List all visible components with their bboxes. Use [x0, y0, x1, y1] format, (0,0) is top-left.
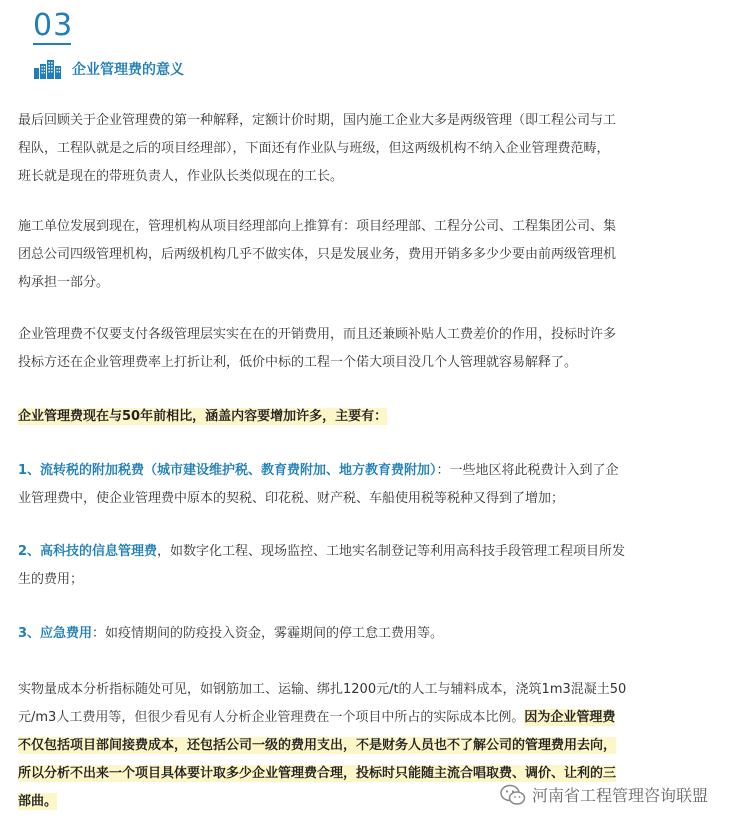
paragraph-line: 投标方还在企业管理费率上打折让利，低价中标的工程一个偌大项目没几个人管理就容易解释了。 — [18, 355, 578, 370]
item-text: ：如疫情期间的防疫投入资金，雾霾期间的停工怠工费用等。 — [92, 626, 444, 641]
item-title: 3、应急费用 — [18, 626, 93, 641]
paragraph-4 — [18, 403, 712, 431]
paragraph-line: 企业管理费不仅要支付各级管理层实实在在的开销费用，而且还兼顾补贴人工费差价的作用，投标时许多 — [18, 327, 617, 342]
paragraph-line — [18, 620, 712, 648]
highlighted-text: 所以分析不出来一个项目具体要计取多少企业管理费合理，投标时只能随主流合唱取费、调价、让利的三 — [18, 766, 617, 781]
highlighted-text: 企业管理费现在与50年前相比，涵盖内容要增加许多，主要有： — [18, 409, 388, 424]
list-item-1 — [18, 457, 712, 513]
paragraph-line: 业管理费中，使企业管理费中原本的契税、印花税、财产税、车船使用税等税种又得到了增加； — [18, 491, 565, 506]
paragraph-2 — [18, 213, 712, 297]
section-title-row — [34, 58, 184, 80]
watermark — [500, 783, 708, 806]
list-item-2 — [18, 538, 712, 594]
paragraph-line: 实物量成本分析指标随处可见，如钢筋加工、运输、绑扎1200元/t的人工与辅料成本，浇筑1m3混凝土50 — [18, 682, 627, 697]
watermark-text: 河南省工程管理咨询联盟 — [531, 786, 708, 805]
highlighted-text: 因为企业管理费 — [524, 710, 616, 725]
paragraph-line: 最后回顾关于企业管理费的第一种解释，定额计价时期，国内施工企业大多是两级管理（即工程公司与工 — [18, 113, 617, 128]
highlighted-text: 部曲。 — [18, 794, 58, 809]
section-number: 03 — [33, 8, 74, 43]
paragraph-3 — [18, 321, 712, 377]
paragraph-line: 构承担一部分。 — [18, 275, 110, 290]
paragraph-line: 班长就是现在的带班负责人，作业队长类似现在的工长。 — [18, 169, 344, 184]
paragraph-line — [18, 732, 712, 760]
item-title: 2、高科技的信息管理费 — [18, 544, 158, 559]
paragraph-line: 团总公司四级管理机构，后两级机构几乎不做实体，只是发展业务，费用开销多多少少要由前两级管理机 — [18, 247, 617, 262]
plain-text: 元/m3人工费用等，但很少看见有人分析企业管理费在一个项目中所占的实际成本比例。 — [18, 710, 525, 725]
paragraph-line — [18, 538, 712, 566]
paragraph-line: 程队，工程队就是之后的项目经理部），下面还有作业队与班级，但这两级机构不纳入企业管理费范畴， — [18, 141, 610, 156]
wechat-icon — [500, 784, 526, 806]
buildings-icon — [34, 59, 64, 79]
paragraph-1 — [18, 107, 712, 191]
item-text: ，如数字化工程、现场监控、工地实名制登记等利用高科技手段管理工程项目所发 — [157, 544, 626, 559]
highlighted-text: 不仅包括项目部间接费成本，还包括公司一级的费用支出，不是财务人员也不了解公司的管理费用去向， — [18, 738, 617, 753]
paragraph-line — [18, 457, 712, 485]
item-title: 1、流转税的附加税费（城市建设维护税、教育费附加、地方教育费附加） — [18, 463, 437, 478]
section-number-underline — [33, 43, 71, 45]
paragraph-line: 施工单位发展到现在，管理机构从项目经理部向上推算有：项目经理部、工程分公司、工程集团公司、集 — [18, 219, 617, 234]
paragraph-line — [18, 704, 712, 732]
section-title: 企业管理费的意义 — [72, 62, 184, 78]
list-item-3 — [18, 620, 712, 648]
paragraph-line: 生的费用； — [18, 572, 84, 587]
item-text: ：一些地区将此税费计入到了企 — [436, 463, 619, 478]
